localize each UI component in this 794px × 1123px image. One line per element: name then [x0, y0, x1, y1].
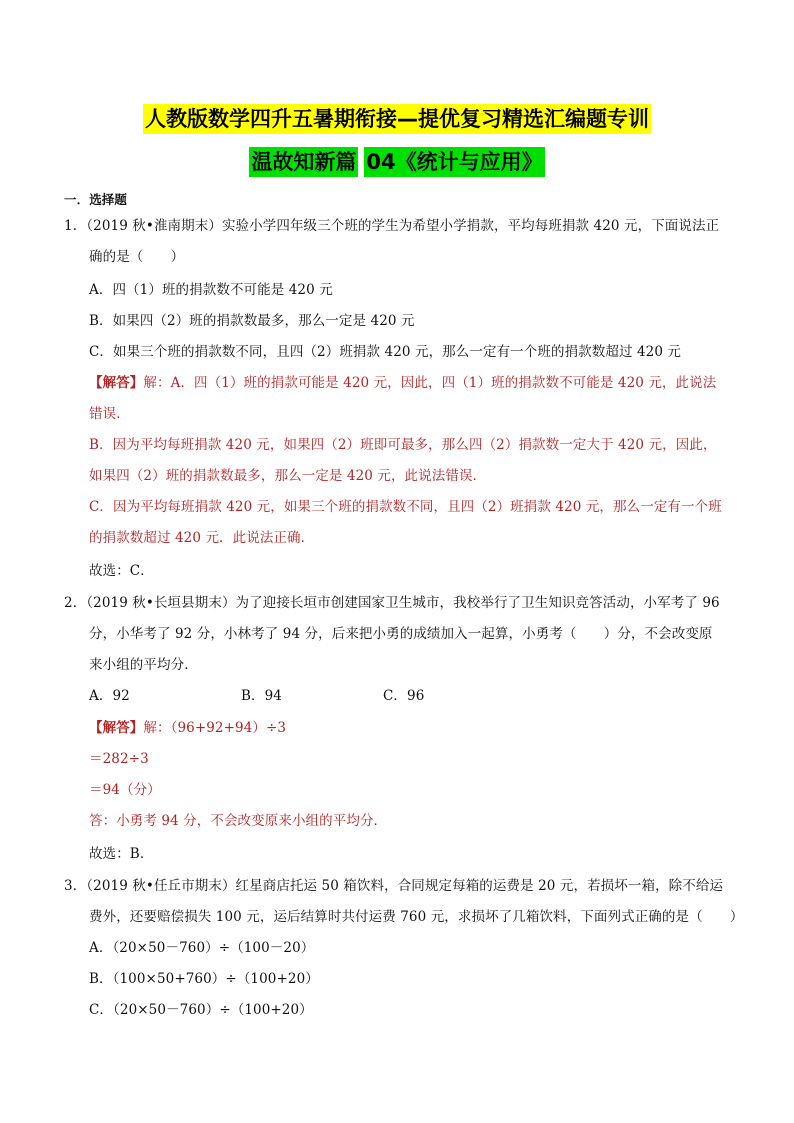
- q3-stem-line2: 费外，还要赔偿损失 100 元，运后结算时共付运费 760 元，求损坏了几箱饮料，下面列式正确的是（ ）: [89, 909, 744, 925]
- q2-final-answer: 故选：B．: [89, 846, 154, 862]
- q1-answer-b1: B．因为平均每班捐款 420 元，如果四（2）班即可最多，那么四（2）捐款数一定大于 420 元，因此，: [89, 437, 717, 453]
- subtitle-part-b: 04《统计与应用》: [364, 147, 544, 177]
- q2-stem-line3: 来小组的平均分．: [89, 657, 198, 673]
- section-heading: 一．选择题: [64, 192, 128, 207]
- q3-option-a: A．（20×50－760）÷（100－20）: [89, 940, 315, 956]
- q1-final-answer: 故选：C．: [89, 563, 154, 579]
- title-line-1: [0, 104, 794, 134]
- subtitle-part-a: 温故知新篇: [249, 147, 358, 177]
- q3-option-c: C．（20×50－760）÷（100+20）: [89, 1002, 313, 1018]
- q1-option-c: C．如果三个班的捐款数不同，且四（2）班捐款 420 元，那么一定有一个班的捐款数超过 420 元: [89, 344, 682, 360]
- q1-stem-line2: 确的是（ ）: [89, 249, 185, 265]
- main-title: 人教版数学四升五暑期衔接—提优复习精选汇编题专训: [143, 104, 651, 134]
- q1-answer-b2: 如果四（2）班的捐款数最多，那么一定是 420 元，此说法错误．: [89, 468, 487, 484]
- q2-stem-line2: 分，小华考了 92 分，小林考了 94 分，后来把小勇的成绩加入一起算，小勇考（ ）分，不会改变原: [89, 626, 713, 642]
- q1-answer-c1: C．因为平均每班捐款 420 元，如果三个班的捐款数不同，且四（2）班捐款 420 元，那么一定有一个班: [89, 499, 722, 515]
- q2-answer-line1: 【解答】解：（96+92+94）÷3: [89, 720, 287, 736]
- q3-stem-line1: 3．（2019 秋•任丘市期末）红星商店托运 50 箱饮料，合同规定每箱的运费是 20 元，若损坏一箱，除不给运: [64, 878, 724, 894]
- q2-option-b: B．94: [241, 688, 282, 704]
- q1-answer-c2: 的捐款数超过 420 元．此说法正确．: [89, 530, 315, 546]
- q2-answer-line4: 答：小勇考 94 分，不会改变原来小组的平均分．: [89, 813, 388, 829]
- jieda-label: 【解答】: [89, 375, 144, 391]
- q1-option-b: B．如果四（2）班的捐款数最多，那么一定是 420 元: [89, 313, 415, 329]
- q2-answer-line3: ＝94（分）: [89, 782, 161, 798]
- q1-answer-line2: 错误．: [89, 406, 130, 422]
- q2-option-c: C．96: [383, 688, 425, 704]
- q2-answer-line2: ＝282÷3: [89, 751, 149, 767]
- q2-options: [89, 686, 424, 706]
- q2-option-a: A．92: [89, 688, 130, 704]
- jieda-label: 【解答】: [89, 720, 144, 736]
- q3-option-b: B．（100×50+760）÷（100+20）: [89, 971, 319, 987]
- title-line-2: [0, 147, 794, 177]
- q1-stem-line1: 1．（2019 秋•淮南期末）实验小学四年级三个班的学生为希望小学捐款，平均每班捐款 420 元，下面说法正: [64, 218, 720, 234]
- q1-option-a: A．四（1）班的捐款数不可能是 420 元: [89, 282, 333, 298]
- q1-answer-line1: 【解答】解：A．四（1）班的捐款可能是 420 元，因此，四（1）班的捐款数不可能是 420 元，此说法: [89, 375, 717, 391]
- q2-stem-line1: 2．（2019 秋•长垣县期末）为了迎接长垣市创建国家卫生城市，我校举行了卫生知识竞答活动，小军考了 96: [64, 595, 720, 611]
